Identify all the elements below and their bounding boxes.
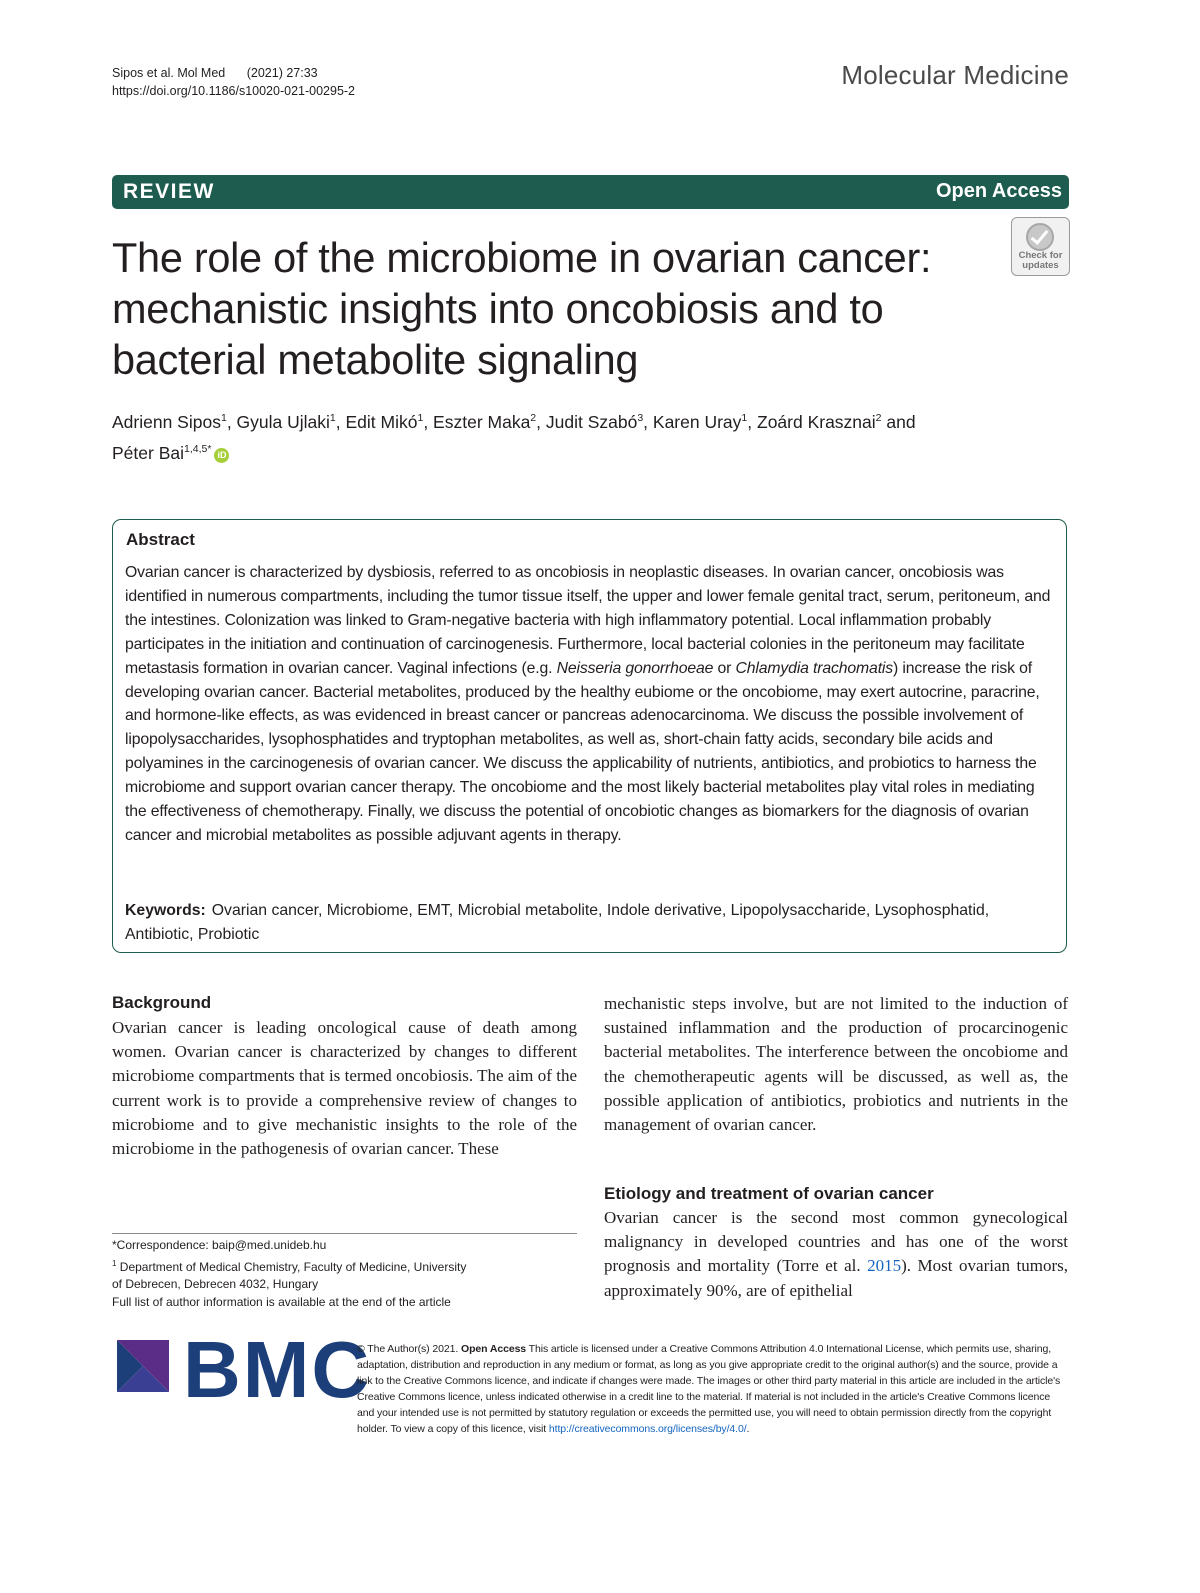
reference-link[interactable]: 2015: [867, 1256, 902, 1276]
correspondence: *Correspondence: baip@med.unideb.hu: [112, 1238, 327, 1252]
author-info-note: Full list of author information is available at the end of the article: [112, 1294, 451, 1309]
open-access-label: Open Access: [936, 180, 1062, 202]
author: Zoárd Krasznai: [757, 411, 876, 432]
footnote: *Correspondence: baip@med.unideb.hu $^1$ Department of Medical Chemistry, Faculty of Medicine, University of Debrecen, Debrecen 4032, Hungary Full list of author information is available at the end of the article: [112, 1237, 582, 1311]
article-title: The role of the microbiome in ovarian cancer: mechanistic insights into oncobiosis and to bacterial metabolite signaling: [112, 234, 932, 383]
check-icon: [1026, 223, 1054, 251]
citation-year: (2021) 27:33: [246, 66, 318, 80]
citation: [112, 64, 355, 100]
license-open-access: Open Access: [461, 1343, 527, 1355]
check-for-updates-badge[interactable]: Check for updates: [1011, 217, 1070, 276]
orcid-icon[interactable]: iD: [214, 448, 229, 463]
keywords: [125, 899, 1055, 947]
author: Adrienn Sipos: [112, 411, 221, 432]
authors-conjunction: and: [886, 411, 916, 432]
species-name: Neisseria gonorrhoeae: [556, 659, 714, 677]
article-type-banner: [112, 175, 1069, 209]
license-text: © The Author(s) 2021. Open Access This article is licensed under a Creative Commons Attribution 4.0 International License, which permits use, sharing, adaptation, distribution and reproduction in any medium or format, as long as you give appropriate credit to the original author(s) and the source, provide a link to the Creative Commons licence, and indicate if changes were made. The images or other third party material in this article are included in the article's Creative Commons licence, unless indicated otherwise in a credit line to the material. If material is not included in the article's Creative Commons licence and your intended use is not permitted by statutory regulation or exceeds the permitted use, you will need to obtain permission directly from the copyright holder. To view a copy of this licence, visit http://creativecommons.org/licenses/by/4.0/.: [357, 1343, 1061, 1435]
doi-link[interactable]: https://doi.org/10.1186/s10020-021-00295-2: [112, 84, 356, 98]
author: Edit Mikó: [345, 411, 418, 432]
author: Karen Uray: [652, 411, 742, 432]
author: Péter Bai: [112, 442, 184, 463]
keywords-label: Keywords:: [125, 902, 206, 919]
bmc-logo-text: BMC: [183, 1325, 372, 1414]
species-name: Chlamydia trachomatis: [735, 659, 894, 677]
footnote-divider: [112, 1233, 577, 1234]
affiliation: $^1$ Department of Medical Chemistry, Faculty of Medicine, University: [112, 1258, 467, 1274]
author-list: Adrienn Sipos$^1$, Gyula Ujlaki$^1$, Edit Mikó$^1$, Eszter Maka$^2$, Judit Szabó$^3$, Karen Uray$^1$, Zoárd Krasznai$^2$ and Péter Bai$^{1,4,5*}$ iD: [112, 411, 916, 463]
article-type: REVIEW: [123, 180, 215, 203]
abstract-text: Ovarian cancer is characterized by dysbiosis, referred to as oncobiosis in neoplastic diseases. In ovarian cancer, oncobiosis was identified in numerous compartments, including the tumor tissue itself, the upper and lower female genital tract, serum, peritoneum, and the intestines. Colonization was linked to Gram-negative bacteria with high inflammatory potential. Local inflammation probably participates in the initiation and continuation of carcinogenesis. Furthermore, local bacterial colonies in the peritoneum may facilitate metastasis formation in ovarian cancer. Vaginal infections (e.g. Neisseria gonorrhoeae or Chlamydia trachomatis) increase the risk of developing ovarian cancer. Bacterial metabolites, produced by the healthy eubiome or the oncobiome, may exert autocrine, paracrine, and hormone-like effects, as was evidenced in breast cancer or pancreas adenocarcinoma. We discuss the possible involvement of lipopolysaccharides, lysophosphatides and tryptophan metabolites, as well as, short-chain fatty acids, secondary bile acids and polyamines in the carcinogenesis of ovarian cancer. We discuss the applicability of nutrients, antibiotics, and probiotics to harness the microbiome and support ovarian cancer therapy. The oncobiome and the most likely bacterial metabolites play vital roles in mediating the effectiveness of chemotherapy. Finally, we discuss the potential of oncobiotic changes as biomarkers for the diagnosis of ovarian cancer and microbial metabolites as possible adjuvant agents in therapy.: [125, 564, 1051, 844]
etiology-text: Ovarian cancer is the second most common gynecological malignancy in developed countries and has one of the worst prognosis and mortality (Torre et al. 2015). Most ovarian tumors, approximately 90%, are of epithelial: [604, 1208, 1068, 1300]
section-heading-etiology: Etiology and treatment of ovarian cancer: [604, 1184, 934, 1203]
abstract-heading: Abstract: [126, 530, 195, 549]
section-heading-background: Background: [112, 993, 212, 1012]
keywords-list: Ovarian cancer, Microbiome, EMT, Microbial metabolite, Indole derivative, Lipopolysaccharide, Lysophosphatid, Antibiotic, Probiotic: [125, 902, 990, 943]
author: Gyula Ujlaki: [236, 411, 330, 432]
license-link[interactable]: http://creativecommons.org/licenses/by/4.0/: [548, 1423, 747, 1435]
citation-authors: Sipos et al. Mol Med: [112, 66, 226, 80]
author: Judit Szabó: [545, 411, 638, 432]
background-text: Ovarian cancer is leading oncological cause of death among women. Ovarian cancer is characterized by changes to different microbiome compartments that is termed oncobiosis. The aim of the current work is to provide a comprehensive review of changes to microbiome and to give mechanistic insights to the role of the microbiome in the pathogenesis of ovarian cancer. These: [112, 1018, 577, 1159]
journal-name: Molecular Medicine: [841, 60, 1069, 90]
right-column-text: mechanistic steps involve, but are not limited to the induction of sustained inflammation and the production of procarcinogenic bacterial metabolites. The interference between the oncobiome and the chemotherapeutic agents will be discussed, as well as, the possible application of antibiotics, probiotics and nutrients in the management of ovarian cancer.: [604, 994, 1068, 1135]
author: Eszter Maka: [433, 411, 531, 432]
bmc-logo-icon: [117, 1340, 169, 1392]
